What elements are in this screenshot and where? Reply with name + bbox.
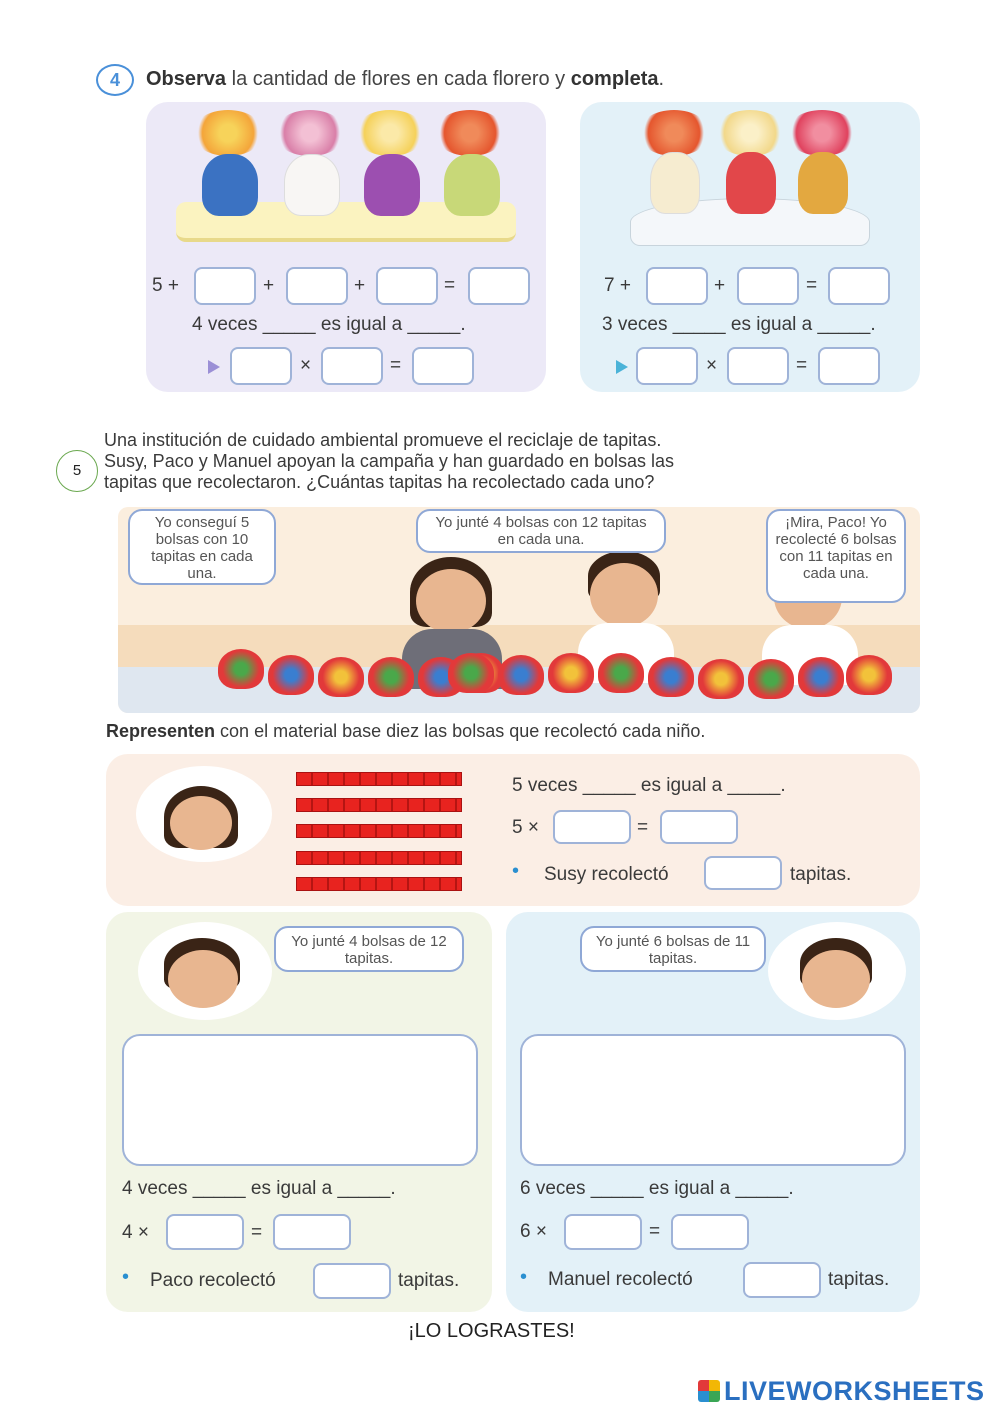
vase-white bbox=[284, 154, 340, 216]
ten-rod-3 bbox=[296, 824, 462, 838]
exercise-5-number: 5 bbox=[56, 450, 98, 492]
equals-sign: = bbox=[444, 275, 456, 296]
paco-face bbox=[590, 563, 658, 627]
bag-of-caps bbox=[548, 653, 594, 693]
bag-of-caps bbox=[318, 657, 364, 697]
veces-sentence: 3 veces _____ es igual a _____. bbox=[602, 314, 876, 335]
plus-sign: + bbox=[354, 275, 366, 296]
paco-speech-bubble: Yo junté 4 bolsas de 12 tapitas. bbox=[274, 926, 464, 972]
bag-of-caps bbox=[748, 659, 794, 699]
liveworksheets-logo-icon bbox=[698, 1380, 720, 1402]
flowers-illustration bbox=[192, 110, 264, 156]
intro-line-2: Susy, Paco y Manuel apoyan la campaña y han guardado en bolsas las bbox=[104, 451, 675, 471]
mult-input-1[interactable] bbox=[636, 347, 698, 385]
flowers-illustration bbox=[786, 110, 858, 156]
sum-input-3[interactable] bbox=[376, 267, 438, 305]
manuel-mult-input[interactable] bbox=[564, 1214, 642, 1250]
sum-input-2[interactable] bbox=[286, 267, 348, 305]
represent-instruction bbox=[106, 721, 705, 742]
flowers-illustration bbox=[274, 110, 346, 156]
veces-sentence: 4 veces _____ es igual a _____. bbox=[192, 314, 466, 335]
mult-input-1[interactable] bbox=[230, 347, 292, 385]
plus-sign: + bbox=[263, 275, 275, 296]
manuel-drawing-area[interactable] bbox=[520, 1034, 906, 1166]
vase-blue bbox=[202, 154, 258, 216]
speech-bubble-paco: Yo junté 4 bolsas con 12 tapitas en cada una. bbox=[416, 509, 666, 553]
susy-avatar-face bbox=[170, 796, 232, 850]
bag-of-caps bbox=[498, 655, 544, 695]
manuel-result-label: Manuel recolectó bbox=[548, 1269, 693, 1290]
exercise-5-intro bbox=[104, 430, 674, 493]
title-mid: la cantidad de flores en cada florero y bbox=[226, 68, 571, 90]
ten-rod-1 bbox=[296, 772, 462, 786]
sum-result-input[interactable] bbox=[828, 267, 890, 305]
equals-sign: = bbox=[390, 355, 402, 376]
bag-of-caps bbox=[268, 655, 314, 695]
flowers-illustration bbox=[638, 110, 710, 156]
times-sign: × bbox=[706, 355, 718, 376]
paco-mult-input[interactable] bbox=[166, 1214, 244, 1250]
equals-sign: = bbox=[796, 355, 808, 376]
exercise-4-title bbox=[146, 68, 664, 91]
vases-panel-right bbox=[580, 102, 920, 392]
bag-of-caps bbox=[698, 659, 744, 699]
intro-line-1: Una institución de cuidado ambiental promueve el reciclaje de tapitas. bbox=[104, 430, 662, 450]
completion-message: ¡LO LOGRASTES! bbox=[408, 1320, 575, 1342]
paco-drawing-area[interactable] bbox=[122, 1034, 478, 1166]
represent-rest: con el material base diez las bolsas que recolectó cada niño. bbox=[215, 721, 706, 741]
susy-veces-sentence: 5 veces _____ es igual a _____. bbox=[512, 775, 786, 796]
sum-result-input[interactable] bbox=[468, 267, 530, 305]
plus-sign: + bbox=[714, 275, 726, 296]
sum-start-label: 7 + bbox=[604, 275, 631, 296]
paco-result-unit: tapitas. bbox=[398, 1270, 460, 1291]
vase-green bbox=[444, 154, 500, 216]
manuel-result-unit: tapitas. bbox=[828, 1269, 890, 1290]
sum-input-2[interactable] bbox=[737, 267, 799, 305]
paco-result-label: Paco recolectó bbox=[150, 1270, 276, 1291]
vase-purple bbox=[364, 154, 420, 216]
sum-input-1[interactable] bbox=[194, 267, 256, 305]
mult-input-2[interactable] bbox=[727, 347, 789, 385]
title-bold-observa: Observa bbox=[146, 68, 227, 90]
liveworksheets-logo: LIVEWORKSHEETS bbox=[724, 1376, 985, 1406]
play-arrow-icon bbox=[616, 360, 628, 374]
bag-of-caps bbox=[368, 657, 414, 697]
bullet-icon: • bbox=[122, 1266, 130, 1288]
mult-input-2[interactable] bbox=[321, 347, 383, 385]
sum-input-1[interactable] bbox=[646, 267, 708, 305]
bag-of-caps bbox=[448, 653, 494, 693]
equals-sign: = bbox=[251, 1222, 263, 1243]
paco-mult-result-input[interactable] bbox=[273, 1214, 351, 1250]
paco-avatar-face bbox=[168, 950, 238, 1008]
flowers-illustration bbox=[714, 110, 786, 156]
title-end: . bbox=[658, 68, 665, 90]
bag-of-caps bbox=[218, 649, 264, 689]
bullet-icon: • bbox=[512, 860, 520, 882]
bag-of-caps bbox=[598, 653, 644, 693]
susy-result-unit: tapitas. bbox=[790, 864, 852, 885]
title-bold-completa: completa bbox=[570, 68, 659, 90]
manuel-veces-sentence: 6 veces _____ es igual a _____. bbox=[520, 1178, 794, 1199]
manuel-mult-result-input[interactable] bbox=[671, 1214, 749, 1250]
intro-line-3: tapitas que recolectaron. ¿Cuántas tapitas ha recolectado cada uno? bbox=[104, 472, 655, 492]
ten-rod-5 bbox=[296, 877, 462, 891]
equals-sign: = bbox=[806, 275, 818, 296]
manuel-avatar-face bbox=[802, 950, 870, 1008]
times-sign: × bbox=[300, 355, 312, 376]
represent-bold: Representen bbox=[106, 721, 216, 741]
susy-result-input[interactable] bbox=[704, 856, 782, 890]
bag-of-caps bbox=[798, 657, 844, 697]
susy-mult-start: 5 × bbox=[512, 817, 539, 838]
susy-mult-result-input[interactable] bbox=[660, 810, 738, 844]
bag-of-caps bbox=[648, 657, 694, 697]
paco-mult-start: 4 × bbox=[122, 1222, 149, 1243]
vase-red bbox=[726, 152, 776, 214]
equals-sign: = bbox=[637, 817, 649, 838]
exercise-4-number: 4 bbox=[96, 64, 134, 96]
ten-rod-2 bbox=[296, 798, 462, 812]
paco-result-input[interactable] bbox=[313, 1263, 391, 1299]
paco-veces-sentence: 4 veces _____ es igual a _____. bbox=[122, 1178, 396, 1199]
speech-bubble-susy: Yo conseguí 5 bolsas con 10 tapitas en cada una. bbox=[128, 509, 276, 585]
ten-rod-4 bbox=[296, 851, 462, 865]
manuel-speech-bubble: Yo junté 6 bolsas de 11 tapitas. bbox=[580, 926, 766, 972]
mult-result-input[interactable] bbox=[412, 347, 474, 385]
flowers-illustration bbox=[434, 110, 506, 156]
susy-face bbox=[416, 569, 486, 633]
bag-of-caps bbox=[846, 655, 892, 695]
sum-start-label: 5 + bbox=[152, 275, 179, 296]
vases-panel-left bbox=[146, 102, 546, 392]
equals-sign: = bbox=[649, 1221, 661, 1242]
susy-result-label: Susy recolectó bbox=[544, 864, 669, 885]
flowers-illustration bbox=[354, 110, 426, 156]
manuel-result-input[interactable] bbox=[743, 1262, 821, 1298]
mult-result-input[interactable] bbox=[818, 347, 880, 385]
vase-cream bbox=[650, 152, 700, 214]
susy-mult-input[interactable] bbox=[553, 810, 631, 844]
speech-bubble-manuel: ¡Mira, Paco! Yo recolecté 6 bolsas con 11 tapitas en cada una. bbox=[766, 509, 906, 603]
play-arrow-icon bbox=[208, 360, 220, 374]
manuel-mult-start: 6 × bbox=[520, 1221, 547, 1242]
bullet-icon: • bbox=[520, 1266, 528, 1288]
vase-orange bbox=[798, 152, 848, 214]
